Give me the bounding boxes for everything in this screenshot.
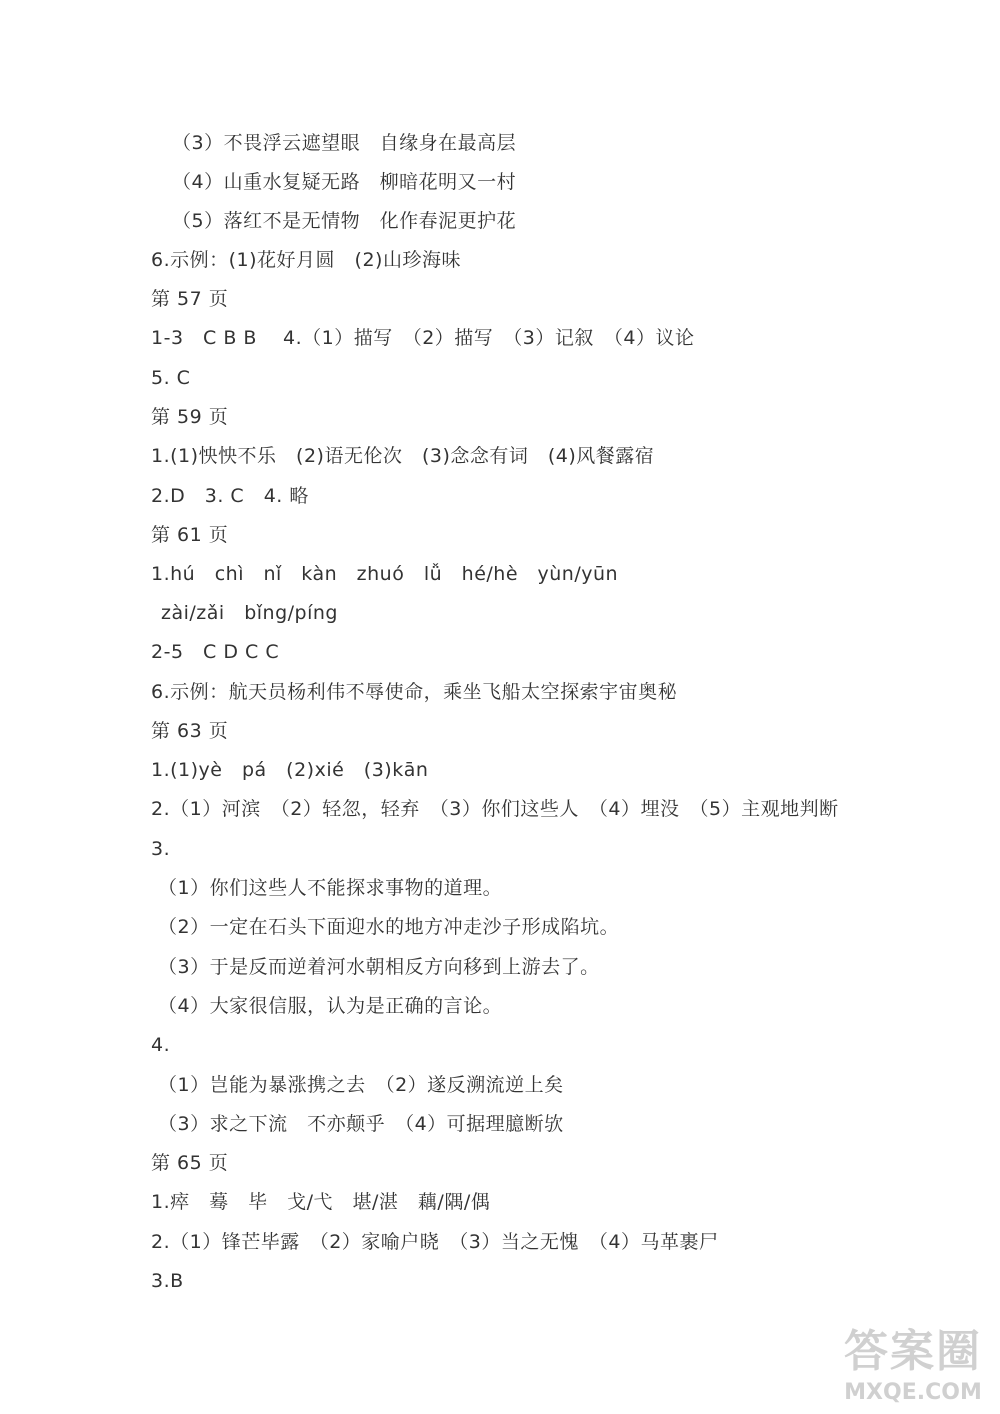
answer-line: 1.(1)怏怏不乐 (2)语无伦次 (3)念念有词 (4)风餐露宿 <box>151 445 655 467</box>
answer-line: （4）山重水复疑无路 柳暗花明又一村 <box>172 171 517 193</box>
answer-line: 5. C <box>151 367 191 389</box>
answer-line: zài/zǎi bǐng/píng <box>161 602 338 624</box>
page-heading: 第 63 页 <box>151 720 229 742</box>
answer-line: 2-5 C D C C <box>151 641 280 663</box>
answer-line: 3.B <box>151 1270 184 1292</box>
answer-line: （3）于是反而逆着河水朝相反方向移到上游去了。 <box>158 956 600 978</box>
watermark-brand: 答案圈 <box>844 1326 982 1377</box>
answer-line: （2）一定在石头下面迎水的地方冲走沙子形成陷坑。 <box>158 916 620 938</box>
answer-line: （3）求之下流 不亦颠乎 （4）可据理臆断欤 <box>158 1113 564 1135</box>
answer-line: 3. <box>151 838 171 860</box>
answer-line: （3）不畏浮云遮望眼 自缘身在最高层 <box>172 132 517 154</box>
answer-line: （1）岂能为暴涨携之去 （2）遂反溯流逆上矣 <box>158 1074 564 1096</box>
page-heading: 第 65 页 <box>151 1152 229 1174</box>
watermark-url: MXQE.COM <box>844 1380 982 1405</box>
page-heading: 第 57 页 <box>151 288 229 310</box>
answer-line: 6.示例：(1)花好月圆 (2)山珍海味 <box>151 249 461 271</box>
answer-line: 2.（1）河滨 （2）轻忽，轻弃 （3）你们这些人 （4）埋没 （5）主观地判断 <box>151 798 839 820</box>
answer-line: 6.示例：航天员杨利伟不辱使命，乘坐飞船太空探索宇宙奥秘 <box>151 681 678 703</box>
answer-line: 1.(1)yè pá (2)xié (3)kān <box>151 759 429 781</box>
site-watermark <box>838 1326 988 1406</box>
answer-line: 4. <box>151 1034 171 1056</box>
answer-line: 1.hú chì nǐ kàn zhuó lǚ hé/hè yùn/yūn <box>151 563 619 585</box>
answer-line: （1）你们这些人不能探求事物的道理。 <box>158 877 503 899</box>
page-heading: 第 61 页 <box>151 524 229 546</box>
answer-line: （4）大家很信服，认为是正确的言论。 <box>158 995 503 1017</box>
answer-line: （5）落红不是无情物 化作春泥更护花 <box>172 210 517 232</box>
answer-line: 1.瘁 蓦 毕 戈/弋 堪/湛 藕/隅/偶 <box>151 1191 491 1213</box>
answer-line: 2.D 3. C 4. 略 <box>151 485 309 507</box>
answer-line: 2.（1）锋芒毕露 （2）家喻户晓 （3）当之无愧 （4）马革裹尸 <box>151 1231 719 1253</box>
answer-line: 1-3 C B B 4.（1）描写 （2）描写 （3）记叙 （4）议论 <box>151 327 695 349</box>
page-heading: 第 59 页 <box>151 406 229 428</box>
